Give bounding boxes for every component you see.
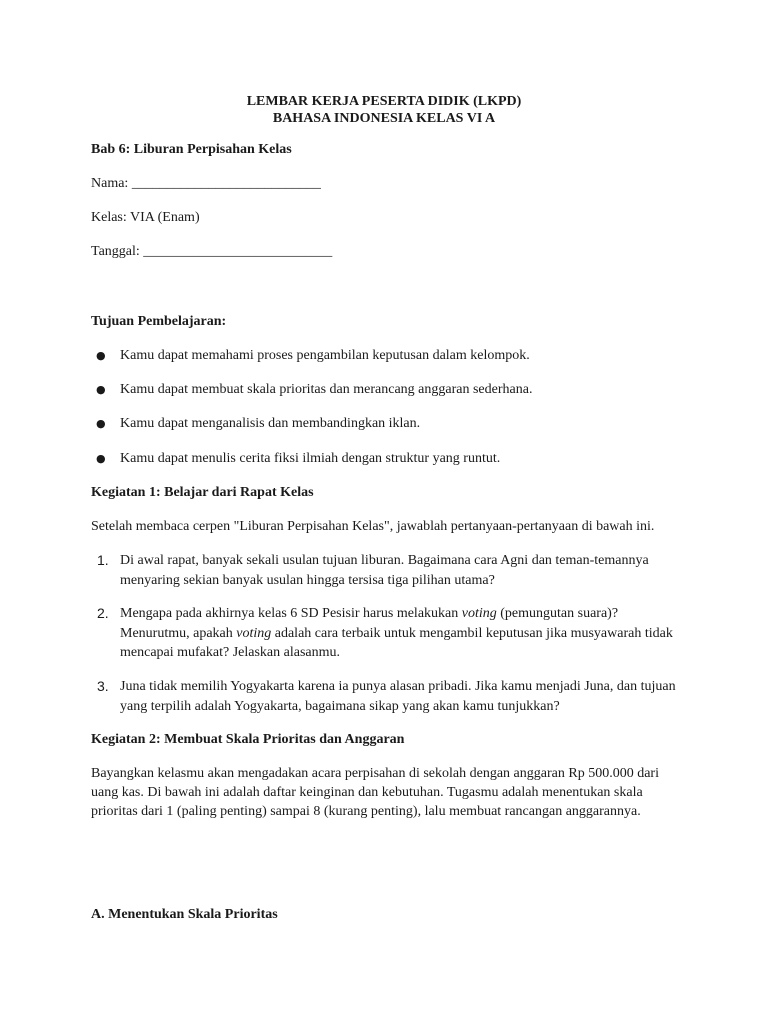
activity2-intro: Bayangkan kelasmu akan mengadakan acara perpisahan di sekolah dengan anggaran Rp 500.000 dari uang kas. Di bawah ini adalah daftar keinginan dan kebutuhan. Tugasmu adalah menentukan skala prioritas dari 1 (paling penting) sampai 8 (kurang penting), lalu membuat rancangan anggarannya.	[91, 766, 659, 819]
voting-term: voting	[236, 625, 272, 641]
nama-blank: ___________________________	[131, 176, 321, 191]
objective-item: Kamu dapat memahami proses pengambilan keputusan dalam kelompok.	[120, 348, 530, 363]
chapter-title: Bab 6: Liburan Perpisahan Kelas	[91, 142, 292, 157]
bullet-icon: ●	[96, 349, 106, 362]
activity2-heading: Kegiatan 2: Membuat Skala Prioritas dan Anggaran	[91, 732, 405, 747]
question-text-part: (pemungutan suara)? Menurutmu, apakah	[120, 606, 619, 641]
worksheet-title: LEMBAR KERJA PESERTA DIDIK (LKPD)	[246, 94, 522, 109]
question-number: 1.	[97, 552, 109, 568]
tanggal-label: Tanggal:	[91, 244, 140, 259]
kelas-field: Kelas: VIA (Enam)	[91, 210, 200, 225]
question-number: 3.	[97, 678, 109, 694]
question-text	[120, 604, 680, 663]
nama-label: Nama:	[91, 176, 129, 191]
bullet-icon: ●	[96, 452, 106, 465]
question-number: 2.	[97, 605, 109, 621]
voting-term: voting	[461, 606, 497, 621]
objective-item: Kamu dapat membuat skala prioritas dan merancang anggaran sederhana.	[120, 382, 533, 397]
question-text: Di awal rapat, banyak sekali usulan tujuan liburan. Bagaimana cara Agni dan teman-temannya menyaring sekian banyak usulan hingga tersisa tiga pilihan utama?	[120, 553, 649, 588]
section-a-heading: A. Menentukan Skala Prioritas	[91, 907, 278, 922]
tanggal-field	[91, 242, 332, 261]
tanggal-blank: ___________________________	[143, 244, 333, 259]
objective-item: Kamu dapat menulis cerita fiksi ilmiah dengan struktur yang runtut.	[120, 451, 501, 466]
bullet-icon: ●	[96, 417, 106, 430]
worksheet-subtitle: BAHASA INDONESIA KELAS VI A	[272, 111, 496, 126]
objective-item: Kamu dapat menganalisis dan membandingkan iklan.	[120, 416, 421, 431]
nama-field	[91, 174, 321, 193]
question-text-part: Mengapa pada akhirnya kelas 6 SD Pesisir harus melakukan	[120, 606, 462, 621]
bullet-icon: ●	[96, 383, 106, 396]
question-text: Juna tidak memilih Yogyakarta karena ia punya alasan pribadi. Jika kamu menjadi Juna, dan tujuan yang terpilih adalah Yogyakarta, bagaimana sikap yang akan kamu tunjukkan?	[120, 679, 676, 714]
activity1-heading: Kegiatan 1: Belajar dari Rapat Kelas	[91, 485, 314, 500]
objectives-heading: Tujuan Pembelajaran:	[91, 314, 227, 329]
question-text-part: adalah cara terbaik untuk mengambil keputusan jika musyawarah tidak mencapai mufakat? Jelaskan alasanmu.	[120, 625, 673, 660]
activity1-intro: Setelah membaca cerpen "Liburan Perpisahan Kelas", jawablah pertanyaan-pertanyaan di bawah ini.	[91, 519, 655, 534]
